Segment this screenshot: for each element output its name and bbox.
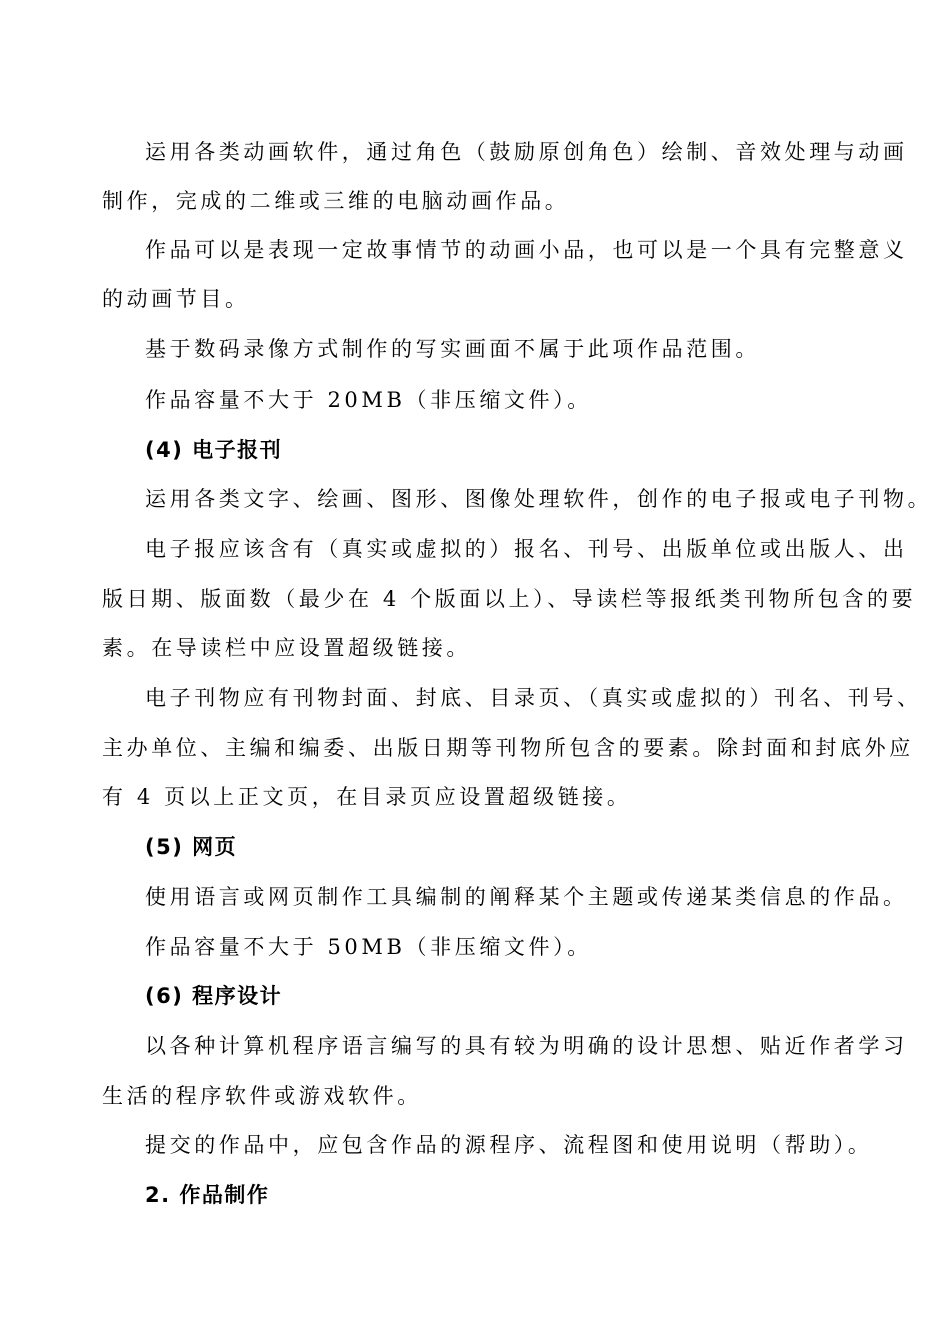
paragraph-line: 作品容量不大于 20MB（非压缩文件）。 [145,388,592,412]
paragraph-line: 电子报应该含有（真实或虚拟的）报名、刊号、出版单位或出版人、出 [145,537,908,561]
paragraph-line: 有 4 页以上正文页，在目录页应设置超级链接。 [102,785,632,809]
heading-text: (4) 电子报刊 [145,438,283,462]
paragraph-line: 基于数码录像方式制作的写实画面不属于此项作品范围。 [145,337,760,361]
paragraph-line: 运用各类文字、绘画、图形、图像处理软件，创作的电子报或电子刊物。 [145,487,933,511]
paragraph-line: 作品可以是表现一定故事情节的动画小品，也可以是一个具有完整意义 [145,238,908,262]
paragraph-line: 素。在导读栏中应设置超级链接。 [102,636,471,660]
heading-text: 2. 作品制作 [145,1183,270,1207]
paragraph-line: 以各种计算机程序语言编写的具有较为明确的设计思想、贴近作者学习 [145,1034,908,1058]
heading-text: (5) 网页 [145,835,238,859]
paragraph-line: 作品容量不大于 50MB（非压缩文件）。 [145,935,592,959]
paragraph-line: 生活的程序软件或游戏软件。 [102,1084,422,1108]
paragraph-line: 运用各类动画软件，通过角色（鼓励原创角色）绘制、音效处理与动画 [145,140,908,164]
paragraph-line: 的动画节目。 [102,287,250,311]
paragraph-line: 主办单位、主编和编委、出版日期等刊物所包含的要素。除封面和封底外应 [102,736,914,760]
heading-text: (6) 程序设计 [145,984,283,1008]
paragraph-line: 版日期、版面数（最少在 4 个版面以上）、导读栏等报纸类刊物所包含的要 [102,587,917,611]
paragraph-line: 电子刊物应有刊物封面、封底、目录页、（真实或虚拟的）刊名、刊号、 [145,686,922,710]
paragraph-line: 制作，完成的二维或三维的电脑动画作品。 [102,189,570,213]
paragraph-line: 提交的作品中，应包含作品的源程序、流程图和使用说明（帮助）。 [145,1133,873,1157]
paragraph-line: 使用语言或网页制作工具编制的阐释某个主题或传递某类信息的作品。 [145,885,908,909]
